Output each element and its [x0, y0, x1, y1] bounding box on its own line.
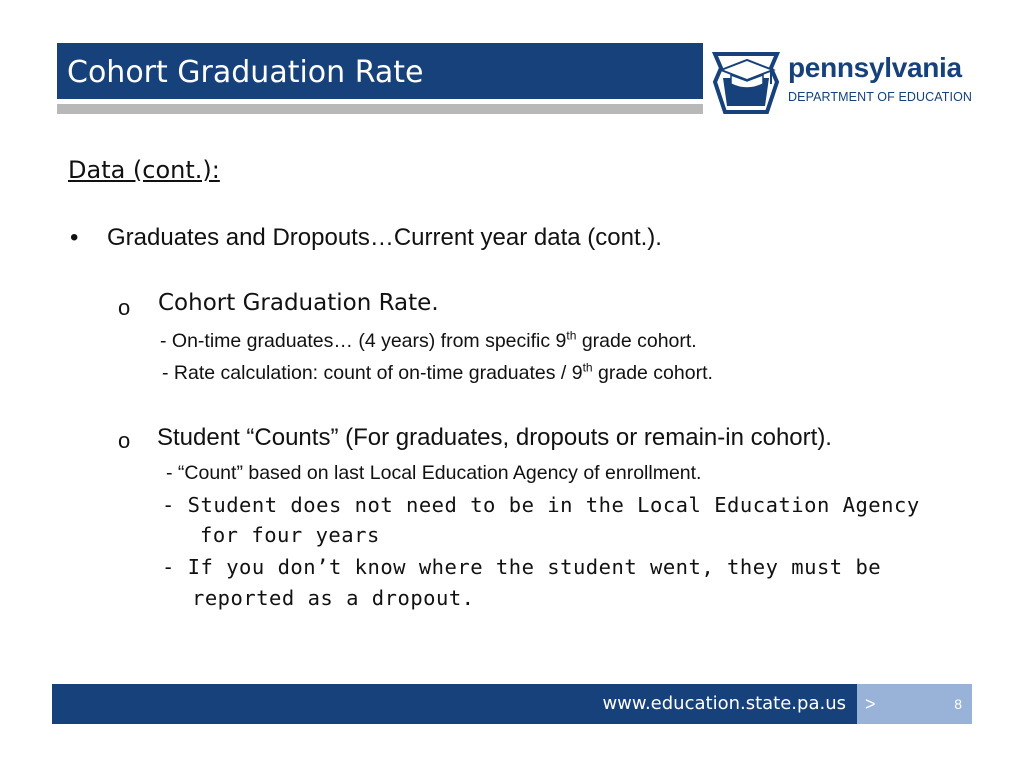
section-heading: Data (cont.): — [68, 156, 220, 184]
page-title: Cohort Graduation Rate — [67, 55, 424, 90]
subitem-student-counts: Student “Counts” (For graduates, dropouts or remain-in cohort). — [157, 424, 832, 451]
subitem-marker: o — [118, 428, 131, 453]
detail-not-in-lea-line2: for four years — [200, 523, 380, 547]
subitem-cohort-rate: Cohort Graduation Rate. — [158, 290, 439, 316]
footer-url-link[interactable]: www.education.state.pa.us — [602, 693, 846, 714]
bullet-text: Graduates and Dropouts…Current year data (cont.). — [107, 224, 662, 251]
bullet-marker: • — [70, 224, 79, 251]
detail-on-time-graduates: - On-time graduates… (4 years) from specific 9th grade cohort. — [160, 328, 697, 352]
detail-not-in-lea-line1: - Student does not need to be in the Local Education Agency — [162, 493, 920, 517]
subitem-marker: o — [118, 295, 131, 320]
pde-logo — [708, 48, 978, 116]
logo-brand-text: pennsylvania — [788, 52, 962, 83]
title-bar — [57, 43, 703, 99]
detail-count-basis: - “Count” based on last Local Education Agency of enrollment. — [166, 462, 702, 484]
detail-rate-calculation: - Rate calculation: count of on-time graduates / 9th grade cohort. — [162, 360, 713, 384]
keystone-graduation-cap-icon — [711, 48, 781, 116]
logo-department-text: DEPARTMENT OF EDUCATION — [788, 90, 973, 104]
detail-dropout-line2: reported as a dropout. — [192, 586, 475, 610]
next-slide-button[interactable] — [857, 684, 972, 724]
title-underline — [57, 104, 703, 114]
chevron-right-icon: > — [865, 694, 876, 714]
detail-dropout-line1: - If you don’t know where the student went, they must be — [162, 555, 882, 579]
page-number: 8 — [954, 696, 962, 712]
footer-bar — [52, 684, 972, 724]
